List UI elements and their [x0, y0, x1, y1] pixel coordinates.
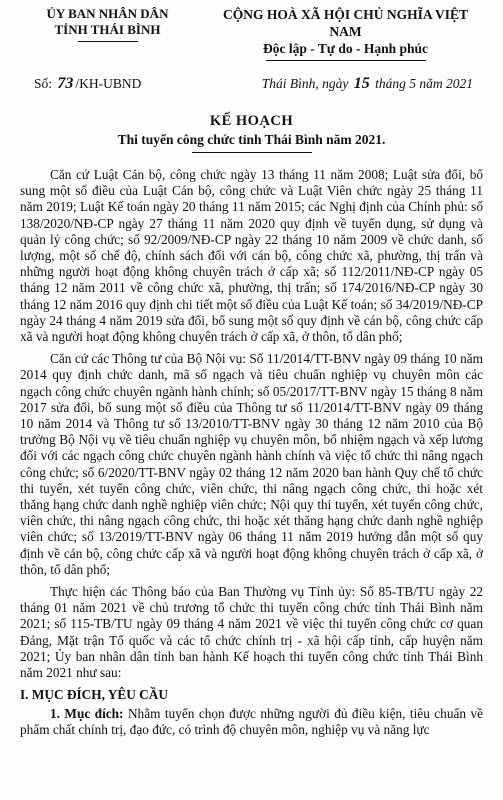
paragraph-legal-basis-laws: Căn cứ Luật Cán bộ, công chức ngày 13 tháng 11 năm 2008; Luật sửa đổi, bổ sung một số điều của Luật Cán bộ, công chức và Luật Viên chức ngày 25 tháng 11 năm 2019; Luật Kế toán ngày 20 tháng 11 năm 2015; các Nghị định của Chính phủ: số 138/2020/NĐ-CP ngày 27 tháng 11 năm 2020 quy định về tuyển dụng, sử dụng và quản lý công chức; số 92/2009/NĐ-CP ngày 22 tháng 10 năm 2009 về chức danh, số lượng, một số chế độ, chính sách đối với cán bộ, công chức xã, phường, thị trấn và những người hoạt động không chuyên trách ở cấp xã; số 112/2011/NĐ-CP ngày 05 tháng 12 năm 2011 về công chức xã, phường, thị trấn; số 174/2016/NĐ-CP ngày 30 tháng 12 năm 2016 quy định chi tiết một số điều của Luật Kế toán; số 34/2019/NĐ-CP ngày 24 tháng 4 năm 2019 sửa đổi, bổ sung một số quy định về cán bộ, công chức cấp xã và người hoạt động không chuyên trách ở cấp xã, ở thôn, tổ dân phố; — [20, 167, 483, 345]
document-number — [20, 75, 141, 93]
document-body — [20, 167, 483, 738]
doc-number-prefix: Số: — [34, 76, 53, 91]
purpose-label: 1. Mục đích: — [50, 705, 124, 721]
document-date — [262, 75, 483, 93]
date-day: 15 — [353, 75, 370, 92]
doc-number-suffix: /KH-UBND — [75, 76, 142, 91]
doc-number-value: 73 — [57, 75, 74, 92]
paragraph-legal-basis-circulars: Căn cứ các Thông tư của Bộ Nội vụ: Số 11/2014/TT-BNV ngày 09 tháng 10 năm 2014 quy định chức danh, mã số ngạch và tiêu chuẩn nghiệp vụ chuyên môn các ngạch công chức chuyên ngành hành chính; số 05/2017/TT-BNV ngày 15 tháng 8 năm 2017 sửa đổi, bổ sung một số điều của Thông tư số 11/2014/TT-BNV ngày 09 tháng 10 năm 2014 và Thông tư số 13/2010/TT-BNV ngày 30 tháng 12 năm 2010 của Bộ trưởng Bộ Nội vụ về tiêu chuẩn nghiệp vụ chuyên môn, bổ nhiệm ngạch và xếp lương đối với các ngạch công chức chuyên ngành hành chính và việc tổ chức thi nâng ngạch công chức; số 6/2020/TT-BNV ngày 02 tháng 12 năm 2020 ban hành Quy chế tổ chức thi tuyển, xét tuyển công chức, viên chức, thi nâng ngạch công chức, thi hoặc xét thăng hạng chức danh nghề nghiệp viên chức; Nội quy thi tuyển, xét tuyển công chức, viên chức, thi nâng ngạch công chức, thi hoặc xét thăng hạng chức danh nghề nghiệp viên chức; số 13/2019/TT-BNV ngày 06 tháng 11 năm 2019 hướng dẫn một số quy định về cán bộ, công chức cấp xã và người hoạt động không chuyên trách ở cấp xã, ở thôn, tổ dân phố; — [20, 351, 483, 577]
document-title: KẾ HOẠCH — [209, 113, 294, 129]
motto-underline — [266, 60, 426, 61]
issuing-agency — [20, 6, 195, 61]
nation-line-2: Độc lập - Tự do - Hạnh phúc — [262, 41, 429, 56]
agency-line-1: ỦY BAN NHÂN DÂN — [46, 6, 169, 21]
document-meta — [20, 75, 483, 93]
paragraph-implementation: Thực hiện các Thông báo của Ban Thường vụ Tỉnh ủy: Số 85-TB/TU ngày 22 tháng 01 năm 2021 về chủ trương tổ chức thi tuyển công chức tỉnh Thái Bình năm 2021; số 115-TB/TU ngày 09 tháng 4 năm 2021 về việc thi tuyển công chức cơ quan Đảng, Mặt trận Tổ quốc và các tổ chức chính trị - xã hội cấp tỉnh, cấp huyện năm 2021; Ủy ban nhân dân tỉnh ban hành Kế hoạch thi tuyển công chức tỉnh Thái Bình năm 2021 như sau: — [20, 584, 483, 681]
national-motto — [208, 6, 483, 61]
purpose-text: Nhằm tuyển chọn được những người đủ điều kiện, tiêu chuẩn về phẩm chất chính trị, đạo đức, có trình độ chuyên môn, nghiệp vụ và năng lực — [20, 705, 483, 737]
date-rest: tháng 5 năm 2021 — [375, 76, 473, 91]
document-header — [20, 0, 483, 61]
document-subtitle: Thi tuyển công chức tỉnh Thái Bình năm 2021. — [117, 132, 386, 147]
date-place: Thái Bình, ngày — [261, 76, 349, 91]
nation-line-1: CỘNG HOÀ XÃ HỘI CHỦ NGHĨA VIỆT NAM — [222, 7, 469, 39]
agency-underline — [78, 41, 138, 42]
paragraph-purpose — [20, 706, 483, 738]
title-underline — [192, 152, 312, 153]
section-heading: I. MỤC ĐÍCH, YÊU CẦU — [20, 687, 168, 703]
agency-line-2: TỈNH THÁI BÌNH — [54, 22, 161, 37]
